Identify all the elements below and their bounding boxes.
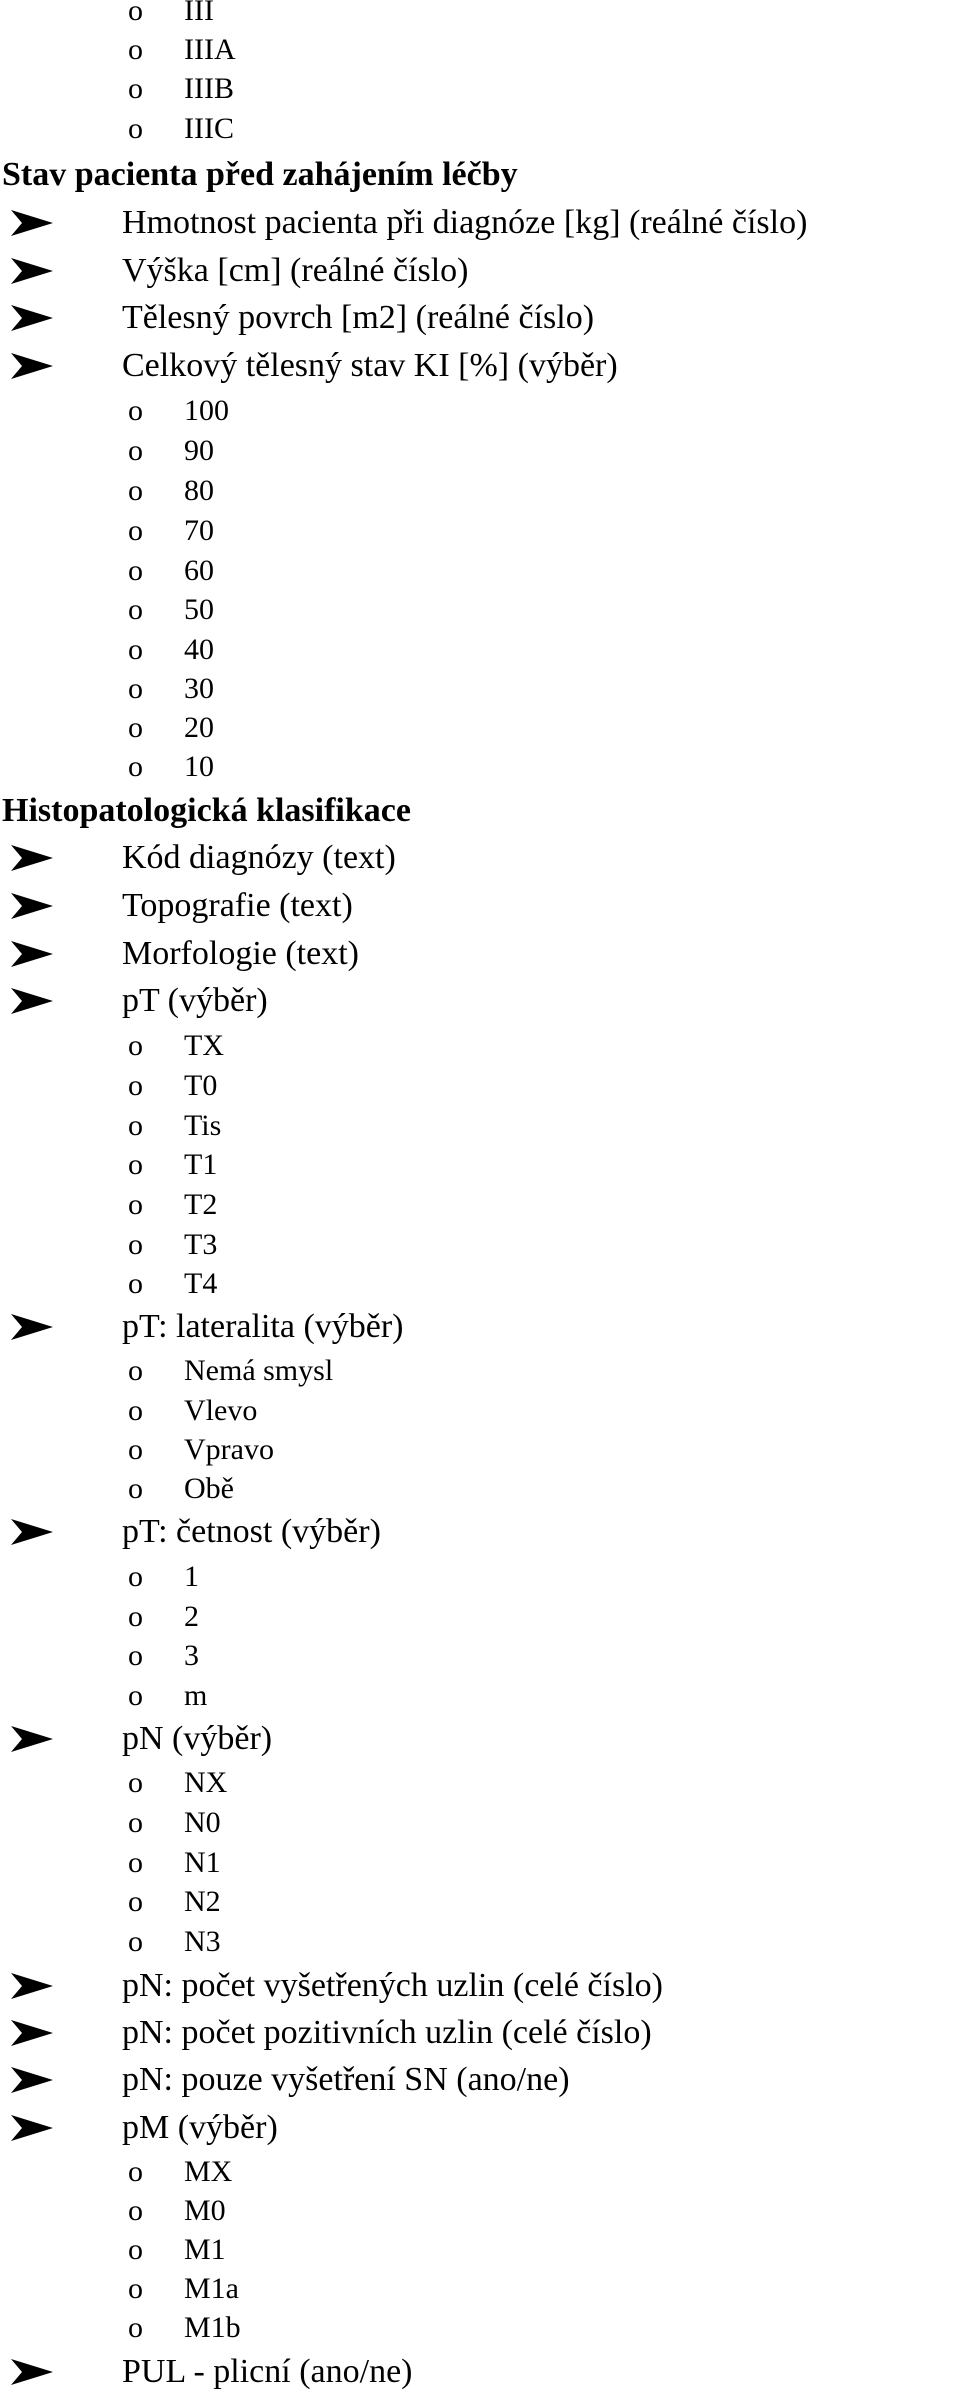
- arrow-bullet-icon: [9, 351, 55, 381]
- section-heading-stav: Stav pacienta před zahájením léčby: [2, 156, 518, 193]
- arrow-bullet-icon: [9, 303, 55, 333]
- section-heading-histo: Histopatologická klasifikace: [2, 792, 411, 829]
- arrow-bullet-icon: [9, 891, 55, 921]
- arrow-bullet-icon: [9, 939, 55, 969]
- arrow-bullet-icon: [9, 1312, 55, 1342]
- arrow-bullet-icon: [9, 2018, 55, 2048]
- arrow-bullet-icon: [9, 2357, 55, 2387]
- arrow-bullet-icon: [9, 1971, 55, 2001]
- arrow-bullet-icon: [9, 256, 55, 286]
- arrow-bullet-icon: [9, 1517, 55, 1547]
- arrow-bullet-icon: [9, 843, 55, 873]
- arrow-bullet-icon: [9, 2113, 55, 2143]
- arrow-bullet-icon: [9, 986, 55, 1016]
- arrow-bullet-icon: [9, 1724, 55, 1754]
- arrow-bullet-icon: [9, 2065, 55, 2095]
- arrow-bullet-icon: [9, 208, 55, 238]
